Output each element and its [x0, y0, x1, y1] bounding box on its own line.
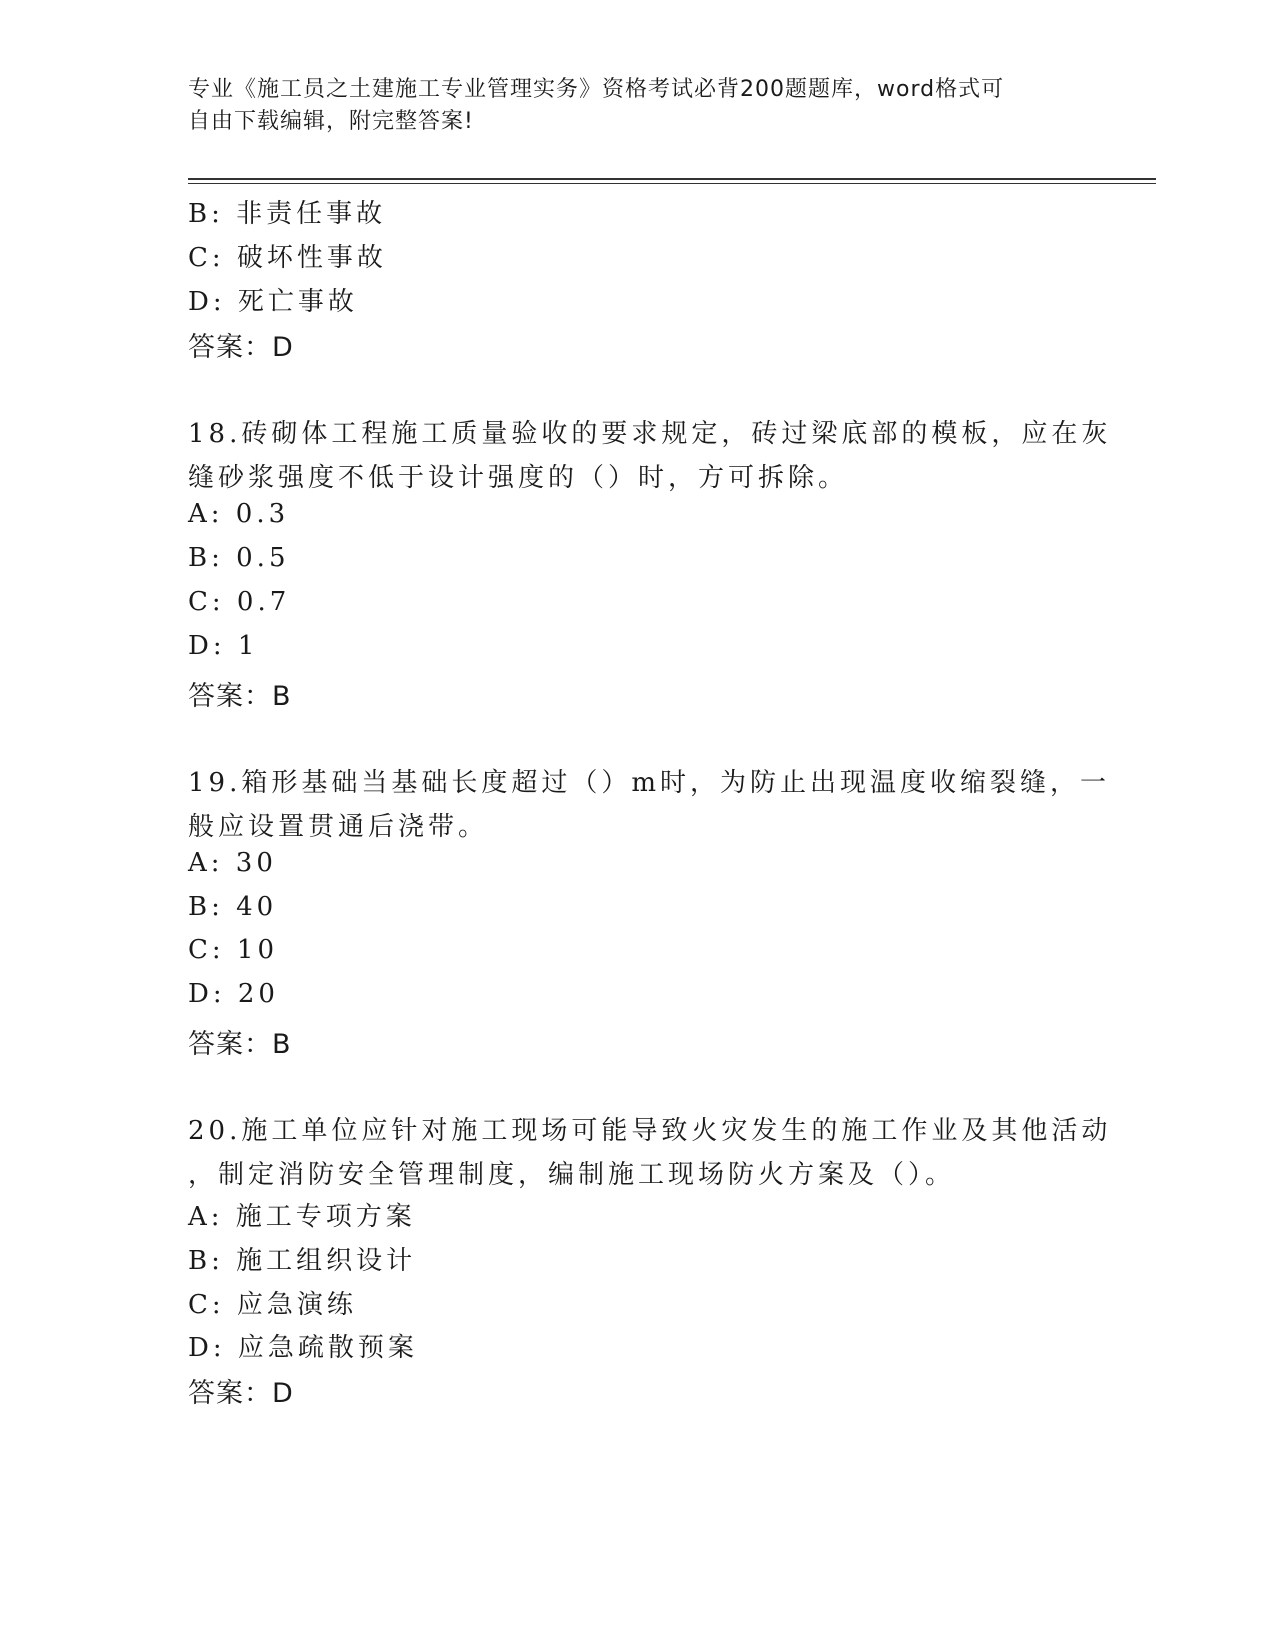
option-c: C: 10: [188, 935, 279, 965]
option-d: D: 死亡事故: [188, 287, 358, 317]
option-d: D: 应急疏散预案: [188, 1333, 418, 1363]
option-d: D: 1: [188, 631, 259, 661]
option-c: C: 破坏性事故: [188, 243, 387, 273]
option-a: A: 施工专项方案: [188, 1202, 416, 1232]
question-stem: 19.箱形基础当基础长度超过（）m时，为防止出现温度收缩裂缝，一: [188, 768, 1111, 798]
header-rule-thick: [188, 178, 1156, 180]
question-stem: ，制定消防安全管理制度，编制施工现场防火方案及（）。: [188, 1160, 956, 1190]
header-line-2: 自由下载编辑，附完整答案!: [188, 109, 474, 134]
question-stem: 般应设置贯通后浇带。: [188, 812, 489, 842]
option-a: A: 30: [188, 848, 277, 878]
answer-line: 答案：D: [188, 332, 294, 363]
question-stem: 缝砂浆强度不低于设计强度的（）时，方可拆除。: [188, 463, 849, 493]
option-c: C: 0.7: [188, 587, 291, 617]
option-b: B: 0.5: [188, 543, 290, 573]
answer-line: 答案：D: [188, 1378, 294, 1409]
answer-line: 答案：B: [188, 1029, 292, 1060]
option-b: B: 非责任事故: [188, 199, 387, 229]
answer-line: 答案：B: [188, 681, 292, 712]
option-b: B: 施工组织设计: [188, 1246, 417, 1276]
option-a: A: 0.3: [188, 499, 290, 529]
option-d: D: 20: [188, 979, 279, 1009]
option-c: C: 应急演练: [188, 1290, 357, 1320]
document-header: [188, 74, 1088, 138]
question-stem: 20.施工单位应针对施工现场可能导致火灾发生的施工作业及其他活动: [188, 1116, 1112, 1146]
header-rule-thin: [188, 183, 1156, 184]
option-b: B: 40: [188, 892, 278, 922]
question-stem: 18.砖砌体工程施工质量验收的要求规定，砖过梁底部的模板，应在灰: [188, 419, 1112, 449]
header-line-1: 专业《施工员之土建施工专业管理实务》资格考试必背200题题库，word格式可: [188, 77, 1005, 102]
